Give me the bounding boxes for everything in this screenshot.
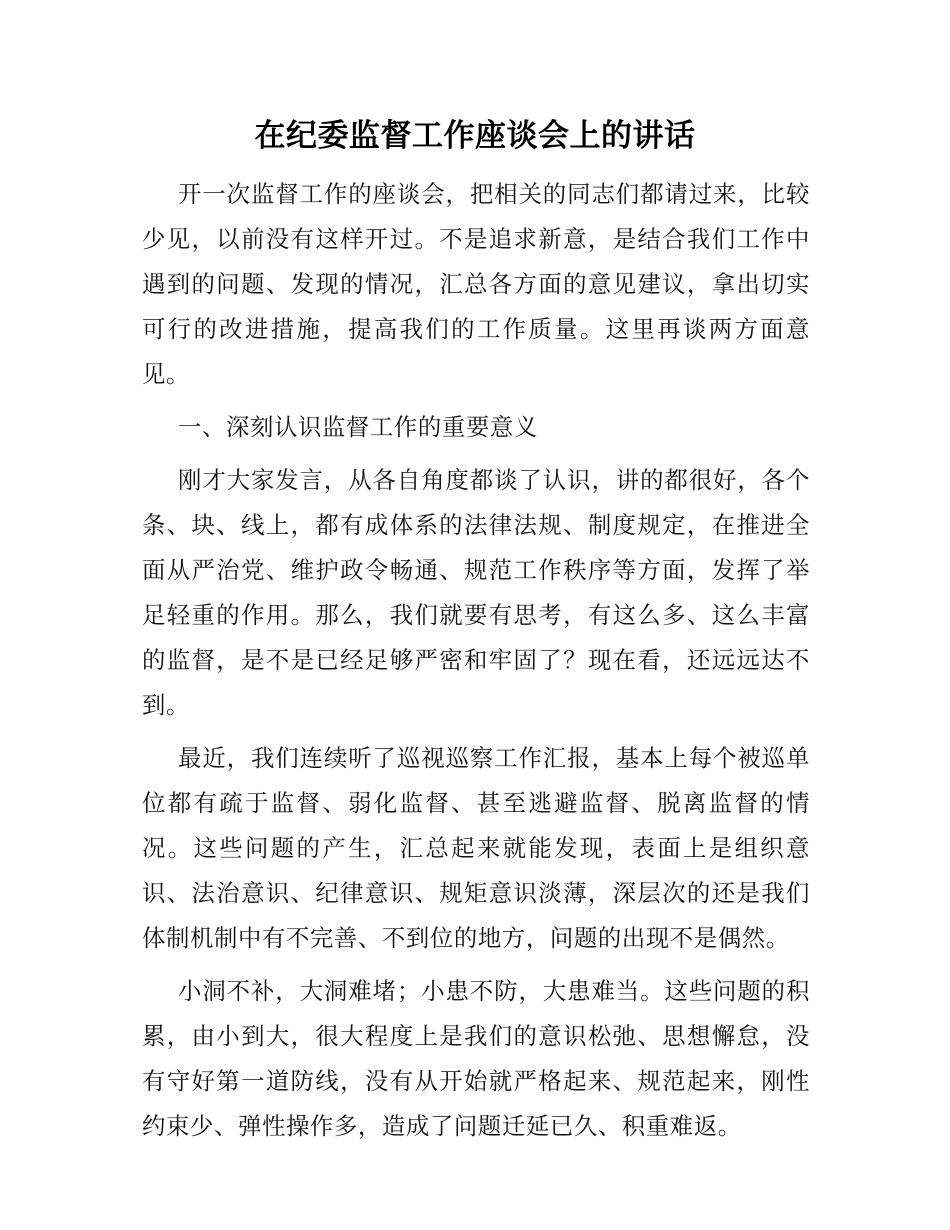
document-title: 在纪委监督工作座谈会上的讲话	[254, 118, 696, 154]
section-heading-1: 一、深刻认识监督工作的重要意义	[178, 413, 538, 441]
paragraph-2: 刚才大家发言，从各自角度都谈了认识，讲的都很好，各个条、块、线上，都有成体系的法律法规、制度规定，在推进全面从严治党、维护政令畅通、规范工作秩序等方面，发挥了举足轻重的作用。那么，我们就要有思考，有这么多、这么丰富的监督，是不是已经足够严密和牢固了？现在看，还远远达不到。	[142, 466, 810, 719]
document-body	[142, 172, 810, 1157]
paragraph-4: 小洞不补，大洞难堵；小患不防，大患难当。这些问题的积累，由小到大，很大程度上是我们的意识松弛、思想懈怠，没有守好第一道防线，没有从开始就严格起来、规范起来，刚性约束少、弹性操作多，造成了问题迁延已久、积重难返。	[142, 977, 810, 1140]
paragraph-intro: 开一次监督工作的座谈会，把相关的同志们都请过来，比较少见，以前没有这样开过。不是追求新意，是结合我们工作中遇到的问题、发现的情况，汇总各方面的意见建议，拿出切实可行的改进措施，提高我们的工作质量。这里再谈两方面意见。	[142, 180, 810, 388]
paragraph-3: 最近，我们连续听了巡视巡察工作汇报，基本上每个被巡单位都有疏于监督、弱化监督、甚至逃避监督、脱离监督的情况。这些问题的产生，汇总起来就能发现，表面上是组织意识、法治意识、纪律意识、规矩意识淡薄，深层次的还是我们体制机制中有不完善、不到位的地方，问题的出现不是偶然。	[142, 744, 810, 952]
